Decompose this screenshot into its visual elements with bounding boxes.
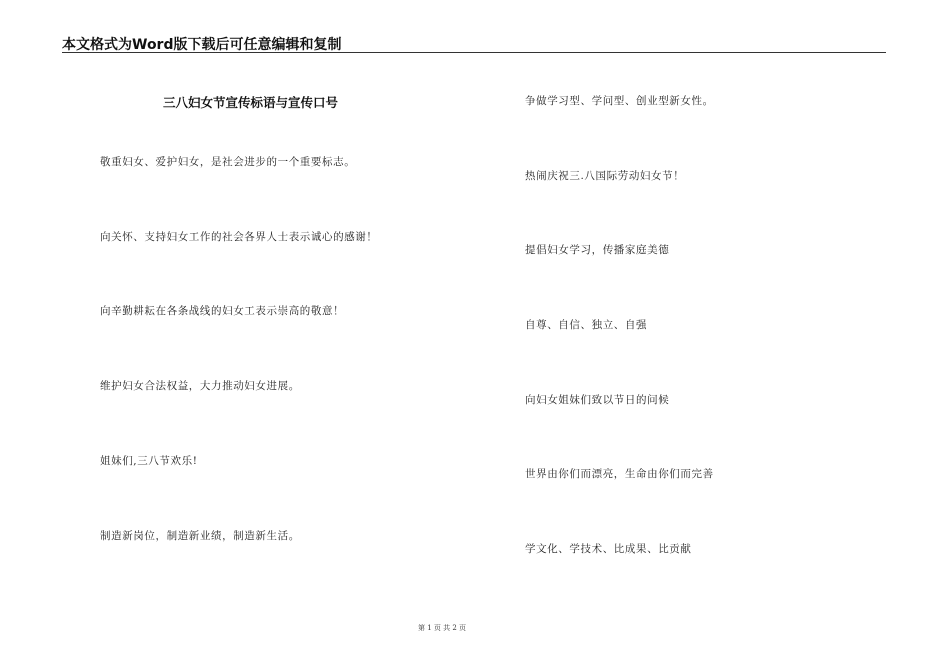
slogan-line: 维护妇女合法权益，大力推动妇女进展。 (100, 380, 300, 392)
header-divider (62, 52, 886, 53)
slogan-line: 向辛勤耕耘在各条战线的妇女工表示崇高的敬意！ (100, 305, 345, 317)
slogan-line: 向关怀、支持妇女工作的社会各界人士表示诚心的感谢！ (100, 231, 378, 243)
slogan-line: 世界由你们而漂亮，生命由你们而完善 (525, 468, 714, 480)
slogan-line: 姐妹们,三八节欢乐! (100, 455, 198, 467)
slogan-line: 提倡妇女学习，传播家庭美德 (525, 244, 670, 256)
slogan-line: 向妇女姐妹们致以节日的问候 (525, 394, 670, 406)
slogan-line: 敬重妇女、爱护妇女，是社会进步的一个重要标志。 (100, 156, 356, 168)
slogan-line: 自尊、自信、独立、自强 (525, 319, 648, 331)
slogan-line: 学文化、学技术、比成果、比贡献 (525, 543, 692, 555)
document-title: 三八妇女节宣传标语与宣传口号 (163, 95, 339, 110)
slogan-line: 争做学习型、学问型、创业型新女性。 (525, 95, 714, 107)
header-text: 本文格式为Word版下载后可任意编辑和复制 (62, 37, 342, 53)
slogan-line: 热闹庆祝三.八国际劳动妇女节！ (525, 170, 685, 182)
page-number: 第 1 页 共 2 页 (417, 624, 467, 632)
slogan-line: 制造新岗位，制造新业绩，制造新生活。 (100, 530, 300, 542)
